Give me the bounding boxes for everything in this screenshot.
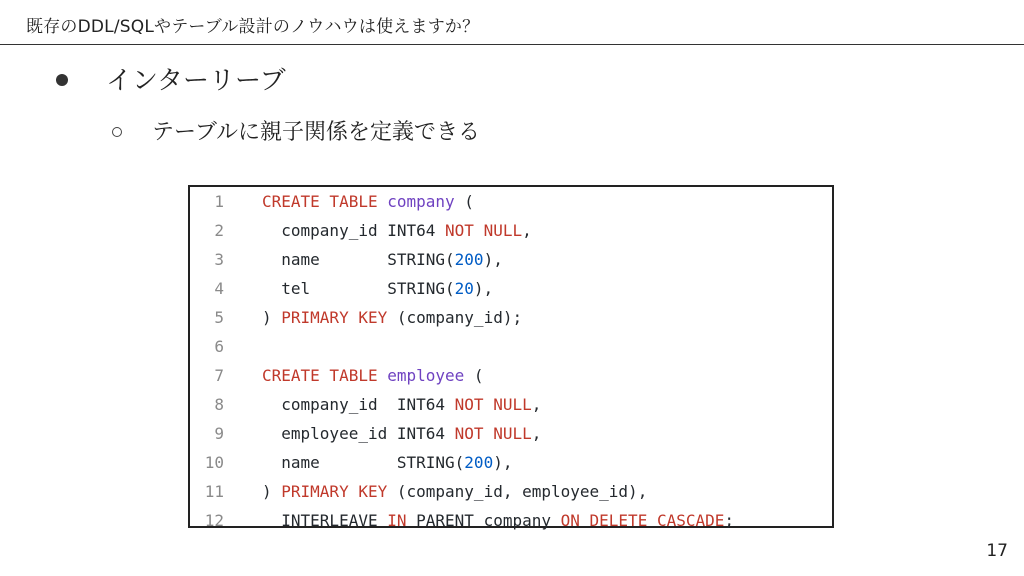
code-line xyxy=(190,332,832,361)
line-number: 5 xyxy=(214,308,224,327)
code-token: employee xyxy=(387,366,465,385)
code-token: ), xyxy=(483,250,503,269)
code-token: ) xyxy=(262,308,282,327)
bullet-level2 xyxy=(112,115,480,146)
code-token: name STRING( xyxy=(262,453,465,472)
code-line xyxy=(190,506,832,535)
code-token: name STRING( xyxy=(262,250,455,269)
code-token: PRIMARY KEY xyxy=(281,308,388,327)
code-text xyxy=(262,506,734,535)
page-number: 17 xyxy=(986,541,1008,561)
code-text xyxy=(262,448,512,477)
code-token: 200 xyxy=(454,250,484,269)
code-token: (company_id, employee_id), xyxy=(387,482,648,501)
code-token: NOT NULL xyxy=(454,424,532,443)
code-token: 200 xyxy=(464,453,494,472)
code-text xyxy=(262,419,541,448)
code-line xyxy=(190,187,832,216)
code-text xyxy=(262,245,503,274)
code-token: company_id INT64 xyxy=(262,221,446,240)
line-number: 3 xyxy=(214,250,224,269)
code-line xyxy=(190,303,832,332)
code-token: CREATE TABLE xyxy=(262,366,378,385)
code-token: CREATE TABLE xyxy=(262,192,378,211)
code-token: ON DELETE CASCADE xyxy=(560,511,725,530)
code-token: NOT NULL xyxy=(445,221,523,240)
line-number: 10 xyxy=(204,453,224,472)
code-line xyxy=(190,361,832,390)
code-token: ) xyxy=(262,482,282,501)
code-token: 20 xyxy=(454,279,474,298)
code-line xyxy=(190,419,832,448)
code-token: , xyxy=(522,221,532,240)
code-line xyxy=(190,245,832,274)
line-number: 6 xyxy=(214,337,224,356)
line-number: 7 xyxy=(214,366,224,385)
code-token xyxy=(378,192,388,211)
code-token: ), xyxy=(473,279,494,298)
code-text xyxy=(262,361,484,390)
code-token: , xyxy=(531,424,542,443)
line-number: 12 xyxy=(204,511,224,530)
line-number: 1 xyxy=(214,192,224,211)
bullet-level1-text: インターリーブ xyxy=(106,66,286,96)
code-token: ; xyxy=(724,511,735,530)
code-text xyxy=(262,187,474,216)
code-text xyxy=(262,390,541,419)
code-line xyxy=(190,274,832,303)
code-token: NOT NULL xyxy=(454,395,532,414)
code-text xyxy=(262,274,493,303)
code-block xyxy=(188,185,834,528)
line-number: 9 xyxy=(214,424,224,443)
code-line xyxy=(190,216,832,245)
code-token: (company_id); xyxy=(387,308,523,327)
code-line xyxy=(190,448,832,477)
code-text xyxy=(262,477,647,506)
code-line xyxy=(190,390,832,419)
code-token: PARENT company xyxy=(406,511,561,530)
code-text xyxy=(262,303,522,332)
code-token: IN xyxy=(387,511,407,530)
line-number: 4 xyxy=(214,279,224,298)
code-token: tel STRING( xyxy=(262,279,455,298)
line-number: 11 xyxy=(204,482,224,501)
code-token: employee_id INT64 xyxy=(262,424,455,443)
line-number: 8 xyxy=(214,395,224,414)
code-token: , xyxy=(531,395,542,414)
bullet-level2-text: テーブルに親子関係を定義できる xyxy=(152,120,481,145)
bullet-ring-icon xyxy=(112,127,122,137)
code-token xyxy=(378,366,388,385)
header-divider xyxy=(0,44,1024,45)
code-token: company xyxy=(387,192,455,211)
bullet-dot-icon xyxy=(56,74,68,86)
slide-title: 既存のDDL/SQLやテーブル設計のノウハウは使えますか？ xyxy=(26,17,480,37)
code-line xyxy=(190,477,832,506)
code-token: ( xyxy=(464,366,484,385)
line-number: 2 xyxy=(214,221,224,240)
bullet-level1 xyxy=(56,60,286,97)
code-token: company_id INT64 xyxy=(262,395,455,414)
code-token: PRIMARY KEY xyxy=(281,482,388,501)
code-text xyxy=(262,216,532,245)
code-token: ), xyxy=(493,453,513,472)
code-token: ( xyxy=(454,192,474,211)
code-token: INTERLEAVE xyxy=(262,511,388,530)
